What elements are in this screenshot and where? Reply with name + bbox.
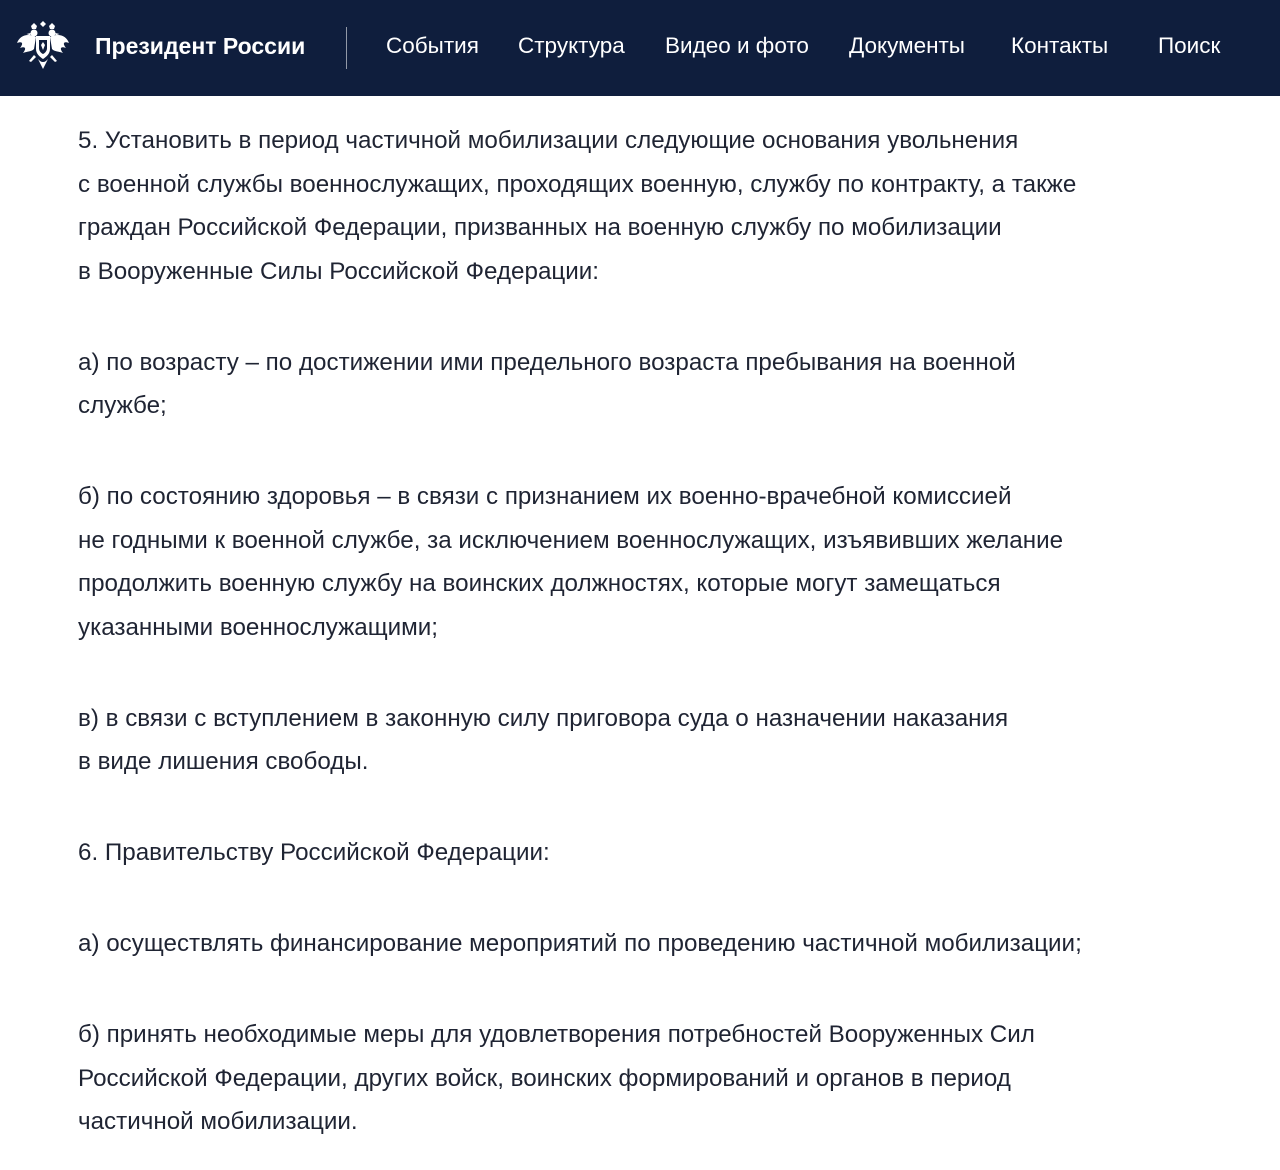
text-line: 5. Установить в период частичной мобилизации следующие основания увольнения — [78, 127, 1019, 154]
text-line: продолжить военную службу на воинских должностях, которые могут замещаться — [78, 570, 1001, 597]
text-line: частичной мобилизации. — [78, 1108, 358, 1135]
nav-item-search[interactable]: Поиск — [1158, 33, 1221, 58]
double-headed-eagle-icon[interactable] — [14, 19, 72, 73]
text-line: не годными к военной службе, за исключением военнослужащих, изъявивших желание — [78, 526, 1064, 554]
nav-item-contacts[interactable]: Контакты — [1011, 33, 1109, 58]
text-line: граждан Российской Федерации, призванных на военную службу по мобилизации — [78, 214, 1002, 241]
nav-item-documents[interactable]: Документы — [849, 33, 965, 58]
header-divider — [346, 27, 347, 69]
paragraph-clause-5b — [78, 475, 1258, 649]
paragraph-clause-5 — [78, 119, 1258, 293]
site-title[interactable]: Президент России — [95, 33, 306, 59]
text-line: а) по возрасту – по достижении ими предельного возраста пребывания на военной — [78, 348, 1016, 376]
text-line: в) в связи с вступлением в законную силу приговора суда о назначении наказания — [78, 704, 1009, 732]
text-line: Российской Федерации, других войск, воинских формирований и органов в период — [78, 1064, 1011, 1092]
text-line: а) осуществлять финансирование мероприятий по проведению частичной мобилизации; — [78, 930, 1082, 957]
text-line: указанными военнослужащими; — [78, 613, 439, 641]
nav-item-events[interactable]: События — [386, 33, 479, 58]
paragraph-clause-6a — [78, 922, 1258, 966]
document-body — [78, 119, 1258, 1170]
nav-item-video-photo[interactable]: Видео и фото — [665, 33, 809, 58]
text-line: с военной службы военнослужащих, проходящих военную, службу по контракту, а также — [78, 170, 1077, 198]
paragraph-clause-6b — [78, 1013, 1258, 1144]
text-line: 6. Правительству Российской Федерации: — [78, 839, 550, 866]
paragraph-clause-6 — [78, 831, 1258, 875]
text-line: в Вооруженные Силы Российской Федерации: — [78, 257, 599, 285]
text-line: службе; — [78, 392, 167, 419]
text-line: б) по состоянию здоровья – в связи с признанием их военно-врачебной комиссией — [78, 483, 1012, 510]
site-header — [0, 0, 1280, 96]
text-line: в виде лишения свободы. — [78, 748, 369, 775]
nav-item-structure[interactable]: Структура — [518, 33, 625, 58]
paragraph-clause-5v — [78, 697, 1258, 784]
paragraph-clause-5a — [78, 341, 1258, 428]
text-line: б) принять необходимые меры для удовлетворения потребностей Вооруженных Сил — [78, 1021, 1035, 1048]
